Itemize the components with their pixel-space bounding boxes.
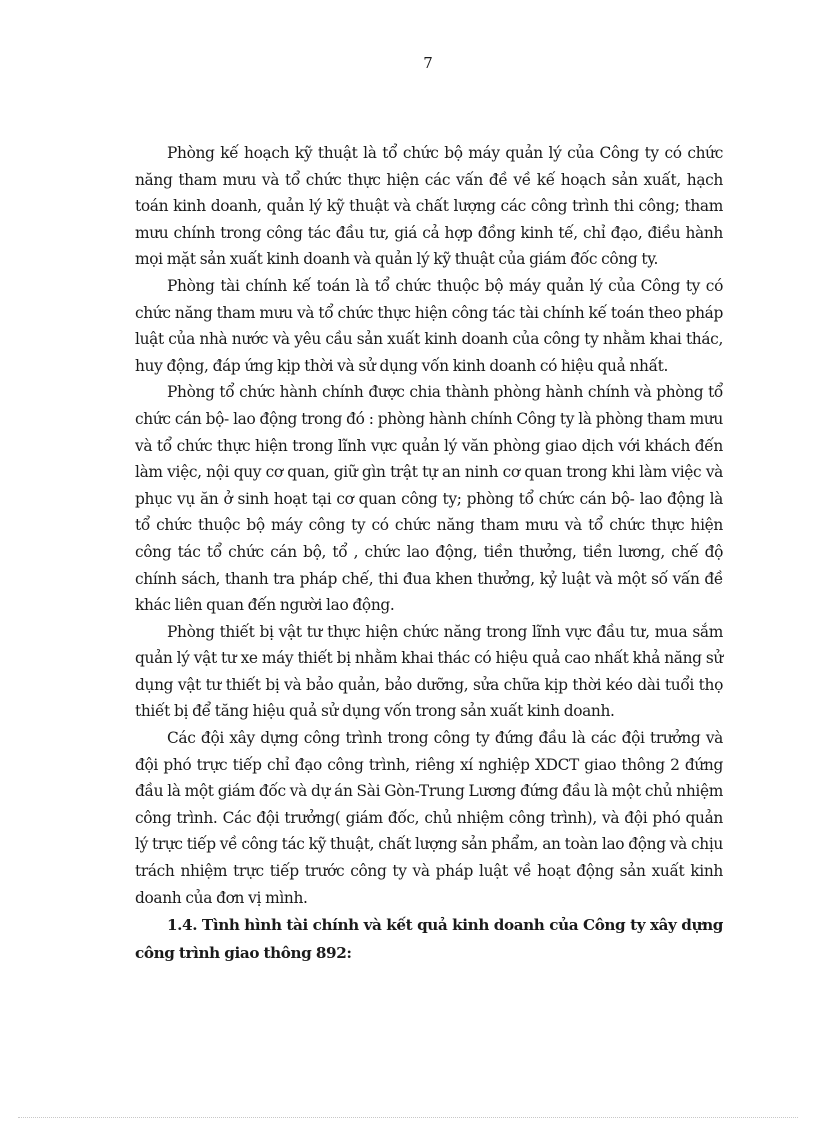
paragraph-finance-accounting-dept: Phòng tài chính kế toán là tổ chức thuộc bộ máy quản lý của Công ty có chức năng tham mưu và tổ chức thực hiện công tác tài chính kế toán theo pháp luật của nhà nước và yêu cầu sản xuất kinh doanh của công ty nhằm khai thác, huy động, đáp ứng kịp thời và sử dụng vốn kinh doanh có hiệu quả nhất.	[135, 276, 723, 375]
page-bottom-divider	[18, 1117, 798, 1118]
paragraph-equipment-materials-dept: Phòng thiết bị vật tư thực hiện chức năng trong lĩnh vực đầu tư, mua sắm quản lý vật tư xe máy thiết bị nhằm khai thác có hiệu quả cao nhất khả năng sử dụng vật tư thiết bị và bảo quản, bảo dưỡng, sửa chữa kịp thời kéo dài tuổi thọ thiết bị để tăng hiệu quả sử dụng vốn trong sản xuất kinh doanh.	[135, 622, 723, 721]
paragraph-construction-teams: Các đội xây dựng công trình trong công ty đứng đầu là các đội trưởng và đội phó trực tiếp chỉ đạo công trình, riêng xí nghiệp XDCT giao thông 2 đứng đầu là một giám đốc và dự án Sài Gòn-Trung Lương đứng đầu là một chủ nhiệm công trình. Các đội trưởng( giám đốc, chủ nhiệm công trình), và đội phó quản lý trực tiếp về công tác kỹ thuật, chất lượng sản phẩm, an toàn lao động và chịu trách nhiệm trực tiếp trước công ty và pháp luật về hoạt động sản xuất kinh doanh của đơn vị mình.	[135, 729, 723, 907]
paragraph-planning-technical-dept: Phòng kế hoạch kỹ thuật là tổ chức bộ máy quản lý của Công ty có chức năng tham mưu và tổ chức thực hiện các vấn đề về kế hoạch sản xuất, hạch toán kinh doanh, quản lý kỹ thuật và chất lượng các công trình thi công; tham mưu chính trong công tác đầu tư, giá cả hợp đồng kinh tế, chỉ đạo, điều hành mọi mặt sản xuất kinh doanh và quản lý kỹ thuật của giám đốc công ty.	[135, 144, 723, 269]
page-number: 7	[423, 54, 433, 72]
document-body	[135, 140, 723, 967]
section-heading: 1.4. Tình hình tài chính và kết quả kinh doanh của Công ty xây dựng công trình giao thông 892:	[135, 916, 723, 963]
paragraph-admin-organization-dept: Phòng tổ chức hành chính được chia thành phòng hành chính và phòng tổ chức cán bộ- lao động trong đó : phòng hành chính Công ty là phòng tham mưu và tổ chức thực hiện trong lĩnh vực quản lý văn phòng giao dịch với khách đến làm việc, nội quy cơ quan, giữ gìn trật tự an ninh cơ quan trong khi làm việc và phục vụ ăn ở sinh hoạt tại cơ quan công ty; phòng tổ chức cán bộ- lao động là tổ chức thuộc bộ máy công ty có chức năng tham mưu và tổ chức thực hiện công tác tổ chức cán bộ, tổ , chức lao động, tiền thưởng, tiền lương, chế độ chính sách, thanh tra pháp chế, thi đua khen thưởng, kỷ luật và một số vấn đề khác liên quan đến người lao động.	[135, 383, 723, 615]
